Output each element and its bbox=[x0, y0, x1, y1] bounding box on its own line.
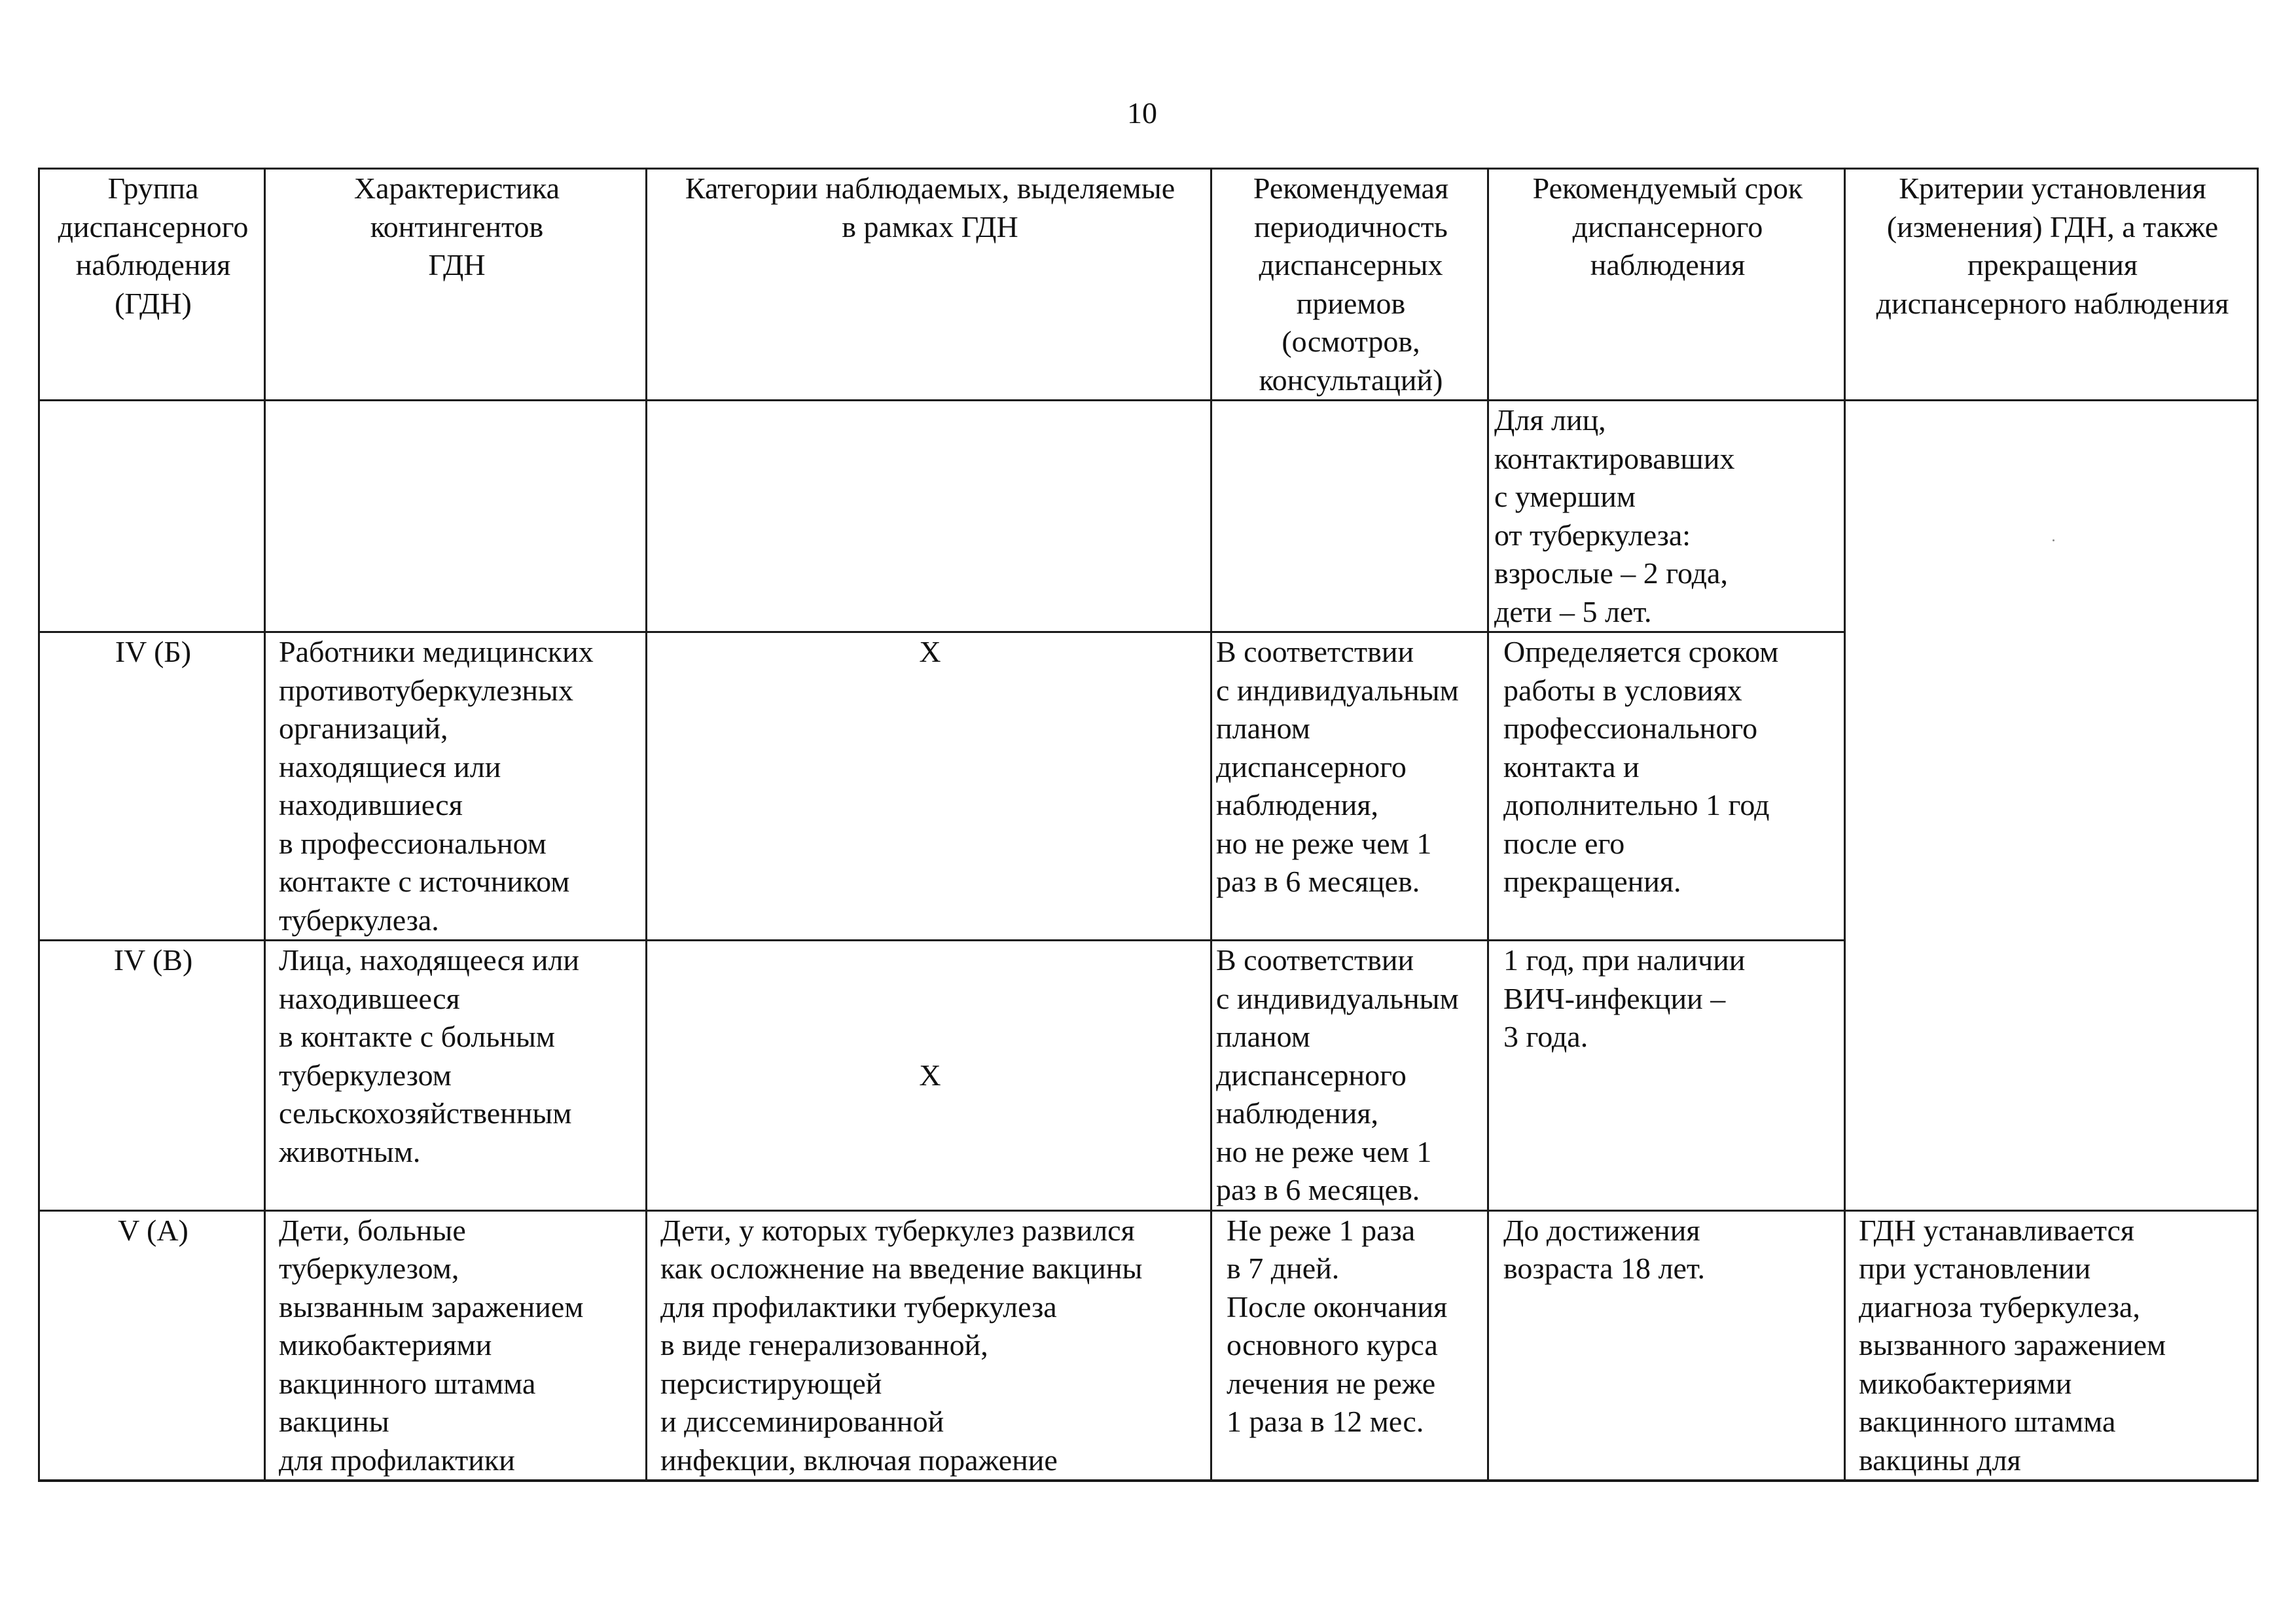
cell-categories: Х bbox=[647, 941, 1211, 1211]
cell-group: V (А) bbox=[39, 1210, 265, 1481]
cell-periodicity: В соответствии с индивидуальным планом диспансерного наблюдения, но не реже чем 1 раз в 6 месяцев. bbox=[1211, 941, 1488, 1211]
cell-group bbox=[39, 401, 265, 632]
cell-categories: Х bbox=[647, 632, 1211, 941]
header-group: Группа диспансерного наблюдения (ГДН) bbox=[39, 169, 265, 401]
cell-characteristic: Дети, больные туберкулезом, вызванным заражением микобактериями вакцинного штамма вакцины для профилактики bbox=[265, 1210, 647, 1481]
dispensary-groups-table bbox=[38, 168, 2259, 1482]
cell-characteristic: Работники медицинских противотуберкулезных организаций, находящиеся или находившиеся в профессиональном контакте с источником туберкулеза. bbox=[265, 632, 647, 941]
scan-speck bbox=[2053, 539, 2054, 541]
cell-categories bbox=[647, 401, 1211, 632]
cell-term: До достижения возраста 18 лет. bbox=[1488, 1210, 1845, 1481]
cell-periodicity bbox=[1211, 401, 1488, 632]
cell-periodicity: Не реже 1 раза в 7 дней. После окончания основного курса лечения не реже 1 раза в 12 мес. bbox=[1211, 1210, 1488, 1481]
cell-term: Определяется сроком работы в условиях профессионального контакта и дополнительно 1 год после его прекращения. bbox=[1488, 632, 1845, 941]
table-header-row bbox=[39, 169, 2258, 401]
header-categories: Категории наблюдаемых, выделяемые в рамках ГДН bbox=[647, 169, 1211, 401]
header-periodicity: Рекомендуемая периодичность диспансерных приемов (осмотров, консультаций) bbox=[1211, 169, 1488, 401]
cell-criteria: ГДН устанавливается при установлении диагноза туберкулеза, вызванного заражением микобактериями вакцинного штамма вакцины для bbox=[1845, 1210, 2258, 1481]
header-characteristic: Характеристика контингентов ГДН bbox=[265, 169, 647, 401]
cell-categories: Дети, у которых туберкулез развился как осложнение на введение вакцины для профилактики туберкулеза в виде генерализованной, персистирующей и диссеминированной инфекции, включая поражение bbox=[647, 1210, 1211, 1481]
cell-group: IV (В) bbox=[39, 941, 265, 1211]
page-number: 10 bbox=[1127, 96, 1157, 130]
table-row-v-a bbox=[39, 1210, 2258, 1481]
cell-periodicity: В соответствии с индивидуальным планом диспансерного наблюдения, но не реже чем 1 раз в 6 месяцев. bbox=[1211, 632, 1488, 941]
cell-term: Для лиц, контактировавших с умершим от туберкулеза: взрослые – 2 года, дети – 5 лет. bbox=[1488, 401, 1845, 632]
cell-characteristic bbox=[265, 401, 647, 632]
header-term: Рекомендуемый срок диспансерного наблюдения bbox=[1488, 169, 1845, 401]
cell-group: IV (Б) bbox=[39, 632, 265, 941]
cell-characteristic: Лица, находящееся или находившееся в контакте с больным туберкулезом сельскохозяйственным животным. bbox=[265, 941, 647, 1211]
cell-term: 1 год, при наличии ВИЧ-инфекции – 3 года. bbox=[1488, 941, 1845, 1211]
header-criteria: Критерии установления (изменения) ГДН, а также прекращения диспансерного наблюдения bbox=[1845, 169, 2258, 401]
table-row-continuation bbox=[39, 401, 2258, 632]
cell-criteria-merged bbox=[1845, 401, 2258, 1211]
